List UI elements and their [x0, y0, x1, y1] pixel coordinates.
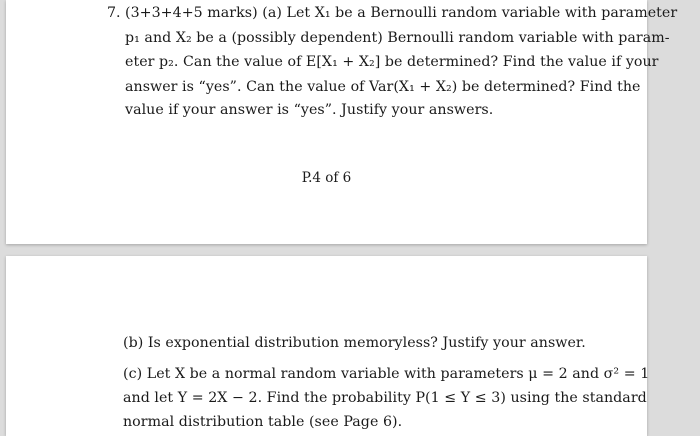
page-5: [6, 256, 650, 436]
question-line-1: (3+3+4+5 marks) (a) Let X₁ be a Bernoulli random variable with parameter: [125, 5, 678, 21]
question-line-3: eter p₂. Can the value of E[X₁ + X₂] be determined? Find the value if your: [125, 54, 659, 70]
page-number: P.4 of 6: [301, 170, 352, 186]
question-line-5: value if your answer is “yes”. Justify your answers.: [125, 102, 494, 118]
part-c-line-2: and let Y = 2X − 2. Find the probability P(1 ≤ Y ≤ 3) using the standard: [123, 390, 647, 406]
question-line-4: answer is “yes”. Can the value of Var(X₁ + X₂) be determined? Find the: [125, 79, 641, 95]
question-number: 7.: [107, 5, 121, 21]
part-c-line-1: (c) Let X be a normal random variable with parameters μ = 2 and σ² = 1: [123, 366, 650, 382]
part-c-line-3: normal distribution table (see Page 6).: [123, 414, 403, 430]
question-line-2: p₁ and X₂ be a (possibly dependent) Bernoulli random variable with param-: [125, 30, 670, 46]
part-b-text: (b) Is exponential distribution memoryless? Justify your answer.: [123, 335, 586, 351]
page-4: [6, 0, 678, 244]
